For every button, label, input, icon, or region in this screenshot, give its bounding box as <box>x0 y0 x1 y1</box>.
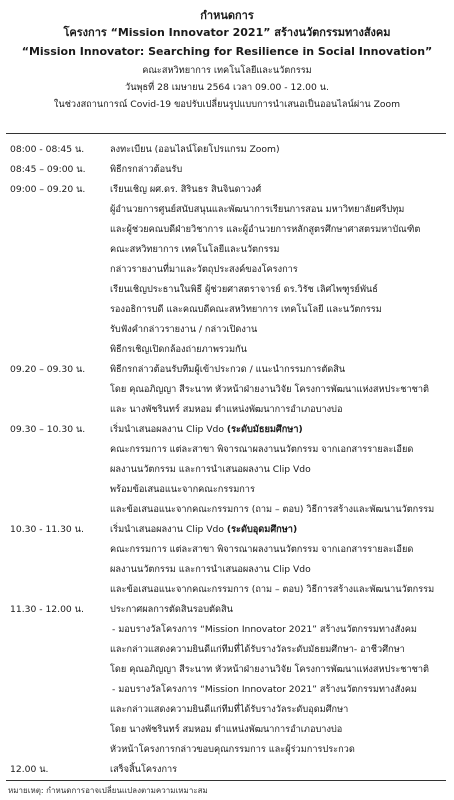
schedule-text-main: และกล่าวแสดงความยินดีแก่ทีมที่ได้รับรางวัลระดับอุดมศึกษา <box>110 704 349 715</box>
schedule-text <box>110 660 429 680</box>
event-date: วันพุธที่ 28 เมษายน 2564 เวลา 09.00 - 12.00 น. <box>125 82 329 93</box>
schedule-text <box>110 640 405 660</box>
schedule-text <box>110 320 257 340</box>
schedule-text-main: ผู้อำนวยการศูนย์สนับสนุนและพัฒนาการเรียนการสอน มหาวิทยาลัยศรีปทุม <box>110 204 405 215</box>
schedule-text <box>110 200 404 220</box>
schedule-text <box>110 400 343 420</box>
schedule-text-main: เริ่มนำเสนอผลงาน Clip Vdo <box>110 424 227 435</box>
schedule-text <box>110 740 355 760</box>
schedule-time: 09:00 – 09.20 น. <box>10 184 86 195</box>
schedule-text-main: คณะกรรมการ แต่ละสาขา พิจารณาผลงานนวัตกรรม จากเอกสารรายละเอียด <box>110 544 414 555</box>
schedule-text <box>110 540 413 560</box>
schedule-row <box>0 440 454 460</box>
schedule-text-main: - มอบรางวัลโครงการ “Mission Innovator 2021” สร้างนวัตกรรมทางสังคม <box>112 684 417 695</box>
schedule-row <box>0 260 454 280</box>
schedule-text-main: และกล่าวแสดงความยินดีแก่ทีมที่ได้รับรางวัลระดับมัธยมศึกษา- อาชีวศึกษา <box>110 644 405 655</box>
schedule-text <box>110 720 342 740</box>
project-english-title: “Mission Innovator: Searching for Resilience in Social Innovation” <box>21 45 433 58</box>
schedule-text-main: เรียนเชิญ ผศ.ดร. สิรินธร สินจินดาวงศ์ <box>110 184 262 195</box>
schedule-row <box>0 480 454 500</box>
schedule-text <box>110 600 233 620</box>
schedule-text <box>110 460 311 480</box>
schedule-row <box>0 380 454 400</box>
schedule-row <box>0 320 454 340</box>
schedule-text <box>110 260 298 280</box>
schedule-text <box>110 520 297 540</box>
schedule-time: 09.20 – 09.30 น. <box>10 364 86 375</box>
schedule-time: 11.30 - 12.00 น. <box>10 604 84 615</box>
footer-divider <box>6 780 446 781</box>
schedule-text <box>110 560 311 580</box>
schedule-text <box>110 160 182 180</box>
schedule-text <box>112 620 417 640</box>
schedule-text <box>110 760 177 780</box>
schedule-text-main: ผลงานนวัตกรรม และการนำเสนอผลงาน Clip Vdo <box>110 564 311 575</box>
schedule-list <box>0 140 454 780</box>
schedule-text-main: คณะสหวิทยาการ เทคโนโลยีและนวัตกรรม <box>110 244 280 255</box>
schedule-level-label: (ระดับมัธยมศึกษา) <box>226 424 303 435</box>
project-title: โครงการ “Mission Innovator 2021” สร้างนวัตกรรมทางสังคม <box>63 26 391 39</box>
schedule-text <box>110 340 247 360</box>
schedule-text-main: เรียนเชิญประธานในพิธี ผู้ช่วยศาสตราจารย์ ดร.วิรัช เลิศไพฑูรย์พันธ์ <box>110 284 378 295</box>
schedule-row <box>0 340 454 360</box>
schedule-row <box>0 400 454 420</box>
schedule-row <box>0 660 454 680</box>
schedule-text-main: เสร็จสิ้นโครงการ <box>110 764 178 775</box>
schedule-text <box>110 700 348 720</box>
page-title: กำหนดการ <box>200 9 254 22</box>
schedule-text <box>110 420 303 440</box>
schedule-text-main: และ นางพัชรินทร์ สมหอม ตำแหน่งพัฒนาการอำเภอบางบ่อ <box>110 404 343 415</box>
schedule-time: 09.30 – 10.30 น. <box>10 424 86 435</box>
schedule-text-main: และผู้ช่วยคณบดีฝ่ายวิชาการ และผู้อำนวยการหลักสูตรศึกษาศาสตรมหาบัณฑิต <box>110 224 421 235</box>
schedule-time: 10.30 - 11.30 น. <box>10 524 84 535</box>
schedule-row <box>0 420 454 440</box>
schedule-text-main: หัวหน้าโครงการกล่าวขอบคุณกรรมการ และผู้ร่วมการประกวด <box>110 744 355 755</box>
schedule-row <box>0 620 454 640</box>
schedule-text <box>110 180 261 200</box>
schedule-text-main: และข้อเสนอแนะจากคณะกรรมการ (ถาม – ตอบ) วิธีการสร้างและพัฒนานวัตกรรม <box>110 584 435 595</box>
schedule-row <box>0 720 454 740</box>
schedule-time: 08:00 - 08:45 น. <box>10 144 85 155</box>
schedule-row <box>0 300 454 320</box>
schedule-text-main: พิธีกรกล่าวต้อนรับ <box>110 164 183 175</box>
schedule-row <box>0 140 454 160</box>
schedule-text-main: รองอธิการบดี และคณบดีคณะสหวิทยาการ เทคโนโลยี และนวัตกรรม <box>110 304 382 315</box>
schedule-text <box>110 500 434 520</box>
schedule-text <box>110 240 280 260</box>
schedule-text-main: พร้อมข้อเสนอแนะจากคณะกรรมการ <box>110 484 255 495</box>
schedule-text-main: ลงทะเบียน (ออนไลน์โดยโปรแกรม Zoom) <box>110 144 280 155</box>
schedule-row <box>0 640 454 660</box>
schedule-row <box>0 240 454 260</box>
schedule-text-main: และข้อเสนอแนะจากคณะกรรมการ (ถาม – ตอบ) วิธีการสร้างและพัฒนานวัตกรรม <box>110 504 435 515</box>
schedule-text <box>110 480 255 500</box>
document-header <box>0 8 454 113</box>
schedule-text-main: พิธีกรกล่าวต้อนรับทีมผู้เข้าประกวด / แนะนำกรรมการตัดสิน <box>110 364 346 375</box>
schedule-row <box>0 520 454 540</box>
schedule-row <box>0 700 454 720</box>
covid-note: ในช่วงสถานการณ์ Covid-19 ขอปรับเปลี่ยนรูปแบบการนำเสนอเป็นออนไลน์ผ่าน Zoom <box>53 99 401 110</box>
schedule-row <box>0 740 454 760</box>
schedule-text-main: ประกาศผลการตัดสินรอบตัดสิน <box>110 604 233 615</box>
schedule-text-main: พิธีกรเชิญเปิดกล้องถ่ายภาพรวมกัน <box>110 344 247 355</box>
schedule-level-label: (ระดับอุดมศึกษา) <box>226 524 298 535</box>
schedule-text-main: - มอบรางวัลโครงการ “Mission Innovator 2021” สร้างนวัตกรรมทางสังคม <box>112 624 417 635</box>
schedule-row <box>0 220 454 240</box>
faculty-name: คณะสหวิทยาการ เทคโนโลยีและนวัตกรรม <box>142 65 312 76</box>
schedule-text-main: คณะกรรมการ แต่ละสาขา พิจารณาผลงานนวัตกรรม จากเอกสารรายละเอียด <box>110 444 414 455</box>
schedule-row <box>0 280 454 300</box>
schedule-row <box>0 500 454 520</box>
schedule-row <box>0 360 454 380</box>
schedule-text <box>110 380 429 400</box>
header-divider <box>6 133 446 134</box>
schedule-row <box>0 600 454 620</box>
schedule-text-main: กล่าวรายงานที่มาและวัตถุประสงค์ของโครงการ <box>110 264 298 275</box>
schedule-row <box>0 580 454 600</box>
schedule-row <box>0 460 454 480</box>
schedule-row <box>0 160 454 180</box>
schedule-text-main: รับฟังคำกล่าวรายงาน / กล่าวเปิดงาน <box>110 324 258 335</box>
footnote: หมายเหตุ: กำหนดการอาจเปลี่ยนแปลงตามความเหมาะสม <box>8 786 208 795</box>
schedule-text <box>110 300 382 320</box>
schedule-text-main: เริ่มนำเสนอผลงาน Clip Vdo <box>110 524 227 535</box>
schedule-row <box>0 200 454 220</box>
schedule-text <box>110 580 434 600</box>
schedule-text <box>110 280 378 300</box>
schedule-time: 12.00 น. <box>10 764 49 775</box>
schedule-row <box>0 760 454 780</box>
schedule-text <box>110 220 420 240</box>
schedule-text-main: ผลงานนวัตกรรม และการนำเสนอผลงาน Clip Vdo <box>110 464 311 475</box>
schedule-text <box>110 440 413 460</box>
schedule-text <box>110 360 345 380</box>
schedule-text-main: โดย คุณอภิญญา สีระนาท หัวหน้าฝ่ายงานวิจัย โครงการพัฒนาแห่งสหประชาชาติ <box>110 664 430 675</box>
schedule-time: 08:45 – 09:00 น. <box>10 164 86 175</box>
schedule-row <box>0 560 454 580</box>
schedule-row <box>0 680 454 700</box>
schedule-text <box>112 680 417 700</box>
schedule-row <box>0 180 454 200</box>
schedule-row <box>0 540 454 560</box>
schedule-text-main: โดย นางพัชรินทร์ สมหอม ตำแหน่งพัฒนาการอำเภอบางบ่อ <box>110 724 343 735</box>
schedule-text <box>110 140 280 160</box>
schedule-text-main: โดย คุณอภิญญา สีระนาท หัวหน้าฝ่ายงานวิจัย โครงการพัฒนาแห่งสหประชาชาติ <box>110 384 430 395</box>
